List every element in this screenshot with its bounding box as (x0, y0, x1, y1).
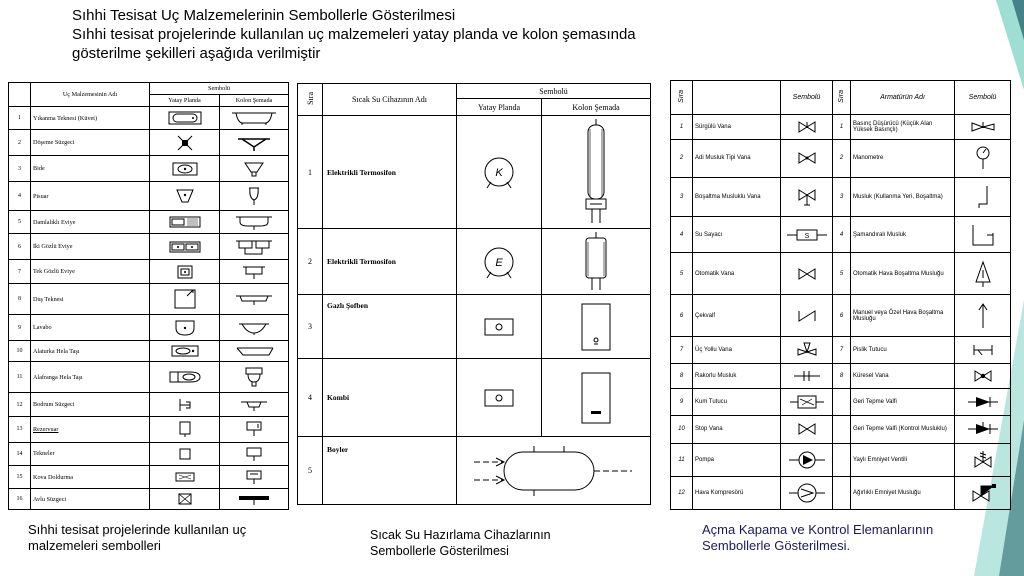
t1-no: 10 (9, 341, 31, 362)
shower-tray-column-icon (220, 283, 289, 315)
t2-no-header: Sıra (298, 84, 323, 116)
gas-water-heater-plan-icon (457, 295, 542, 359)
combi-boiler-column-icon (542, 359, 651, 437)
gate-valve-icon (781, 115, 833, 140)
t3-name2: Otomatik Hava Boşaltma Musluğu (851, 253, 955, 295)
t3-no2 (833, 443, 851, 476)
t1-name: Tek Gözlü Eviye (31, 260, 150, 283)
t1-name: Yıkanma Teknesi (Küvet) (31, 107, 150, 130)
t3-no2: 3 (833, 178, 851, 217)
yard-drain-plan-icon (150, 489, 220, 510)
title-line-1: Sıhhi Tesisat Uç Malzemelerinin Sembollerle Gösterilmesi (72, 7, 456, 24)
t1-name: Damlalıklı Eviye (31, 211, 150, 234)
t2-no: 5 (298, 437, 323, 505)
three-way-valve-icon (781, 336, 833, 363)
t2-symbol-header: Sembolü (457, 84, 651, 99)
t2-plan-header: Yatay Planda (457, 99, 542, 116)
floor-drain-column-icon (220, 130, 289, 156)
t3-no: 7 (671, 336, 693, 363)
t3-name2: Geri Tepme Valfi (851, 388, 955, 415)
t2-name: Elektrikli Termosifon (323, 229, 457, 295)
t3-name2: Geri Tepme Valfi (Kontrol Musluklu) (851, 416, 955, 443)
t1-no: 7 (9, 260, 31, 283)
drip-sink-plan-icon (150, 211, 220, 234)
t2-name: Gazlı Şofben (323, 295, 457, 359)
pump-icon (781, 443, 833, 476)
t1-name: Bide (31, 156, 150, 182)
gas-water-heater-column-icon (542, 295, 651, 359)
t3-name2: Küresel Vana (851, 364, 955, 389)
t1-no: 12 (9, 393, 31, 416)
ball-valve-icon (955, 364, 1011, 389)
t3-name: Çekvalf (693, 295, 781, 337)
union-tap-icon (781, 364, 833, 389)
sand-trap-icon (781, 388, 833, 415)
manual-air-vent-icon (955, 295, 1011, 337)
t3-name: Hava Kompresörü (693, 476, 781, 509)
t3-name: Üç Yollu Vana (693, 336, 781, 363)
t1-name: Lavabo (31, 315, 150, 341)
electric-heater-k-plan-icon (457, 116, 542, 229)
electric-heater-e-column-icon (542, 229, 651, 295)
t3-name2: Ağırlıklı Emniyet Musluğu (851, 476, 955, 509)
t1-no: 3 (9, 156, 31, 182)
t3-name2: Musluk (Kullanma Yeri, Boşaltma) (851, 178, 955, 217)
basement-drain-column-icon (220, 393, 289, 416)
backflow-valve-tap-icon (955, 416, 1011, 443)
t1-no: 15 (9, 466, 31, 489)
t3-no2: 6 (833, 295, 851, 337)
t1-no: 1 (9, 107, 31, 130)
urinal-plan-icon (150, 182, 220, 211)
t3-no2 (833, 416, 851, 443)
electric-heater-e-plan-icon (457, 229, 542, 295)
plan-letter: E (495, 256, 503, 269)
t3-no: 4 (671, 217, 693, 253)
t3-no: 9 (671, 388, 693, 415)
bidet-plan-icon (150, 156, 220, 182)
stop-valve-icon (781, 416, 833, 443)
t2-name-header: Sıcak Su Cihazının Adı (323, 84, 457, 116)
t1-name-header: Uç Malzemesinin Adı (31, 83, 150, 107)
auto-air-vent-icon (955, 253, 1011, 295)
squat-toilet-plan-icon (150, 341, 220, 362)
t1-no-header (9, 83, 31, 107)
t3-no: 10 (671, 416, 693, 443)
t1-no: 6 (9, 234, 31, 260)
t3-no: 3 (671, 178, 693, 217)
hot-water-devices-table (297, 83, 651, 505)
check-valve-icon (781, 295, 833, 337)
t1-no: 14 (9, 442, 31, 465)
t1-name: Alaturka Hela Taşı (31, 341, 150, 362)
bathtub-column-icon (220, 107, 289, 130)
t3-name: Kum Tutucu (693, 388, 781, 415)
t1-name: Alafranga Hela Taşı (31, 361, 150, 393)
t1-no: 9 (9, 315, 31, 341)
t1-name: Bodrum Süzgeci (31, 393, 150, 416)
t3-name2: Manuel veya Özel Hava Boşaltma Musluğu (851, 295, 955, 337)
t3-name: Adi Musluk Tipi Vana (693, 139, 781, 178)
t3-name: Otomatik Vana (693, 253, 781, 295)
t1-no: 16 (9, 489, 31, 510)
t3-name: Sürgülü Vana (693, 115, 781, 140)
bucket-fill-column-icon (220, 466, 289, 489)
single-sink-plan-icon (150, 260, 220, 283)
t1-no: 2 (9, 130, 31, 156)
backflow-valve-icon (955, 388, 1011, 415)
t3-no2: 2 (833, 139, 851, 178)
washbasin-column-icon (220, 315, 289, 341)
t3-no-header: Sıra (671, 81, 693, 115)
tubs-plan-icon (150, 442, 220, 465)
t1-no: 5 (9, 211, 31, 234)
combi-boiler-plan-icon (457, 359, 542, 437)
caption-valves: Açma Kapama ve Kontrol Elemanlarının Sembollerle Gösterilmesi. (702, 522, 934, 553)
cistern-plan-icon (150, 416, 220, 442)
t3-name: Su Sayacı (693, 217, 781, 253)
t1-name: Pisuar (31, 182, 150, 211)
automatic-valve-icon (781, 253, 833, 295)
bucket-fill-plan-icon (150, 466, 220, 489)
t3-no: 2 (671, 139, 693, 178)
t3-name2: Yaylı Emniyet Ventili (851, 443, 955, 476)
western-toilet-column-icon (220, 361, 289, 393)
washbasin-plan-icon (150, 315, 220, 341)
urinal-column-icon (220, 182, 289, 211)
floor-drain-plan-icon (150, 130, 220, 156)
t2-name: Elektrikli Termosifon (323, 116, 457, 229)
t2-column-header: Kolon Şemada (542, 99, 651, 116)
t1-name: Duş Teknesi (31, 283, 150, 315)
float-valve-icon (955, 217, 1011, 253)
t1-name: Rezervuar (31, 416, 150, 442)
double-sink-plan-icon (150, 234, 220, 260)
title-line-2: Sıhhi tesisat projelerinde kullanılan uç malzemeleri yatay planda ve kolon şemasında (72, 26, 636, 43)
t2-no: 3 (298, 295, 323, 359)
t3-no2-header: Sıra (833, 81, 851, 115)
t3-no: 1 (671, 115, 693, 140)
drain-valve-icon (781, 178, 833, 217)
t3-symbol-header: Sembolü (781, 81, 833, 115)
double-sink-column-icon (220, 234, 289, 260)
squat-toilet-column-icon (220, 341, 289, 362)
western-toilet-plan-icon (150, 361, 220, 393)
t3-no2 (833, 388, 851, 415)
electric-heater-k-column-icon (542, 116, 651, 229)
tubs-column-icon (220, 442, 289, 465)
t3-name2: Basınç Düşürücü (Küçük Alan Yüksek Basınçlı) (851, 115, 955, 140)
single-sink-column-icon (220, 260, 289, 283)
t1-no: 4 (9, 182, 31, 211)
t1-name: Avlu Süzgeci (31, 489, 150, 510)
t3-no2: 5 (833, 253, 851, 295)
title-line-3: gösterilme şekilleri aşağıda verilmiştir (72, 45, 321, 62)
t1-plan-header: Yatay Planda (150, 95, 220, 107)
t3-symbol2-header: Sembolü (955, 81, 1011, 115)
t3-no2: 7 (833, 336, 851, 363)
weighted-safety-valve-icon (955, 476, 1011, 509)
t3-name: Pompa (693, 443, 781, 476)
fixtures-table (8, 82, 289, 510)
cistern-column-icon (220, 416, 289, 442)
strainer-icon (955, 336, 1011, 363)
manometer-icon (955, 139, 1011, 178)
t3-no2: 1 (833, 115, 851, 140)
bathtub-plan-icon (150, 107, 220, 130)
t3-name: Stop Vana (693, 416, 781, 443)
meter-label: S (804, 232, 809, 240)
t2-no: 4 (298, 359, 323, 437)
t1-column-header: Kolon Şemada (220, 95, 289, 107)
t1-name: Tekneler (31, 442, 150, 465)
bidet-column-icon (220, 156, 289, 182)
plan-letter: K (495, 167, 503, 179)
air-compressor-icon (781, 476, 833, 509)
drip-sink-column-icon (220, 211, 289, 234)
t1-symbol-header: Sembolü (150, 83, 289, 95)
t1-name: İki Gözlü Eviye (31, 234, 150, 260)
t3-no2: 8 (833, 364, 851, 389)
basement-drain-plan-icon (150, 393, 220, 416)
t2-no: 1 (298, 116, 323, 229)
t3-no: 12 (671, 476, 693, 509)
t3-no2 (833, 476, 851, 509)
shower-tray-plan-icon (150, 283, 220, 315)
t2-name: Boyler (323, 437, 457, 505)
tap-icon (955, 178, 1011, 217)
t1-no: 13 (9, 416, 31, 442)
t1-name: Döşeme Süzgeci (31, 130, 150, 156)
water-meter-icon (781, 217, 833, 253)
t3-no2: 4 (833, 217, 851, 253)
yard-drain-column-icon (220, 489, 289, 510)
t3-name: Rakorlu Musluk (693, 364, 781, 389)
t3-no: 6 (671, 295, 693, 337)
t3-name2: Şamandıralı Musluk (851, 217, 955, 253)
t3-name2: Pislik Tutucu (851, 336, 955, 363)
spring-safety-valve-icon (955, 443, 1011, 476)
boiler-icon (457, 437, 651, 505)
t3-no: 11 (671, 443, 693, 476)
t2-no: 2 (298, 229, 323, 295)
caption-hot-water: Sıcak Su Hazırlama Cihazlarının Sembollerle Gösterilmesi (370, 528, 551, 558)
t3-name-header (693, 81, 781, 115)
t2-name: Kombi (323, 359, 457, 437)
t3-name2: Manometre (851, 139, 955, 178)
t3-no: 5 (671, 253, 693, 295)
caption-fixtures: Sıhhi tesisat projelerinde kullanılan uç malzemeleri sembolleri (28, 522, 247, 553)
pressure-reducer-icon (955, 115, 1011, 140)
t3-name: Boşaltma Musluklu Vana (693, 178, 781, 217)
t1-no: 11 (9, 361, 31, 393)
t3-name2-header: Armatürün Adı (851, 81, 955, 115)
page-title (72, 6, 636, 63)
globe-valve-icon (781, 139, 833, 178)
t1-no: 8 (9, 283, 31, 315)
t1-name: Kova Doldurma (31, 466, 150, 489)
valves-controls-table (670, 80, 1011, 510)
t3-no: 8 (671, 364, 693, 389)
